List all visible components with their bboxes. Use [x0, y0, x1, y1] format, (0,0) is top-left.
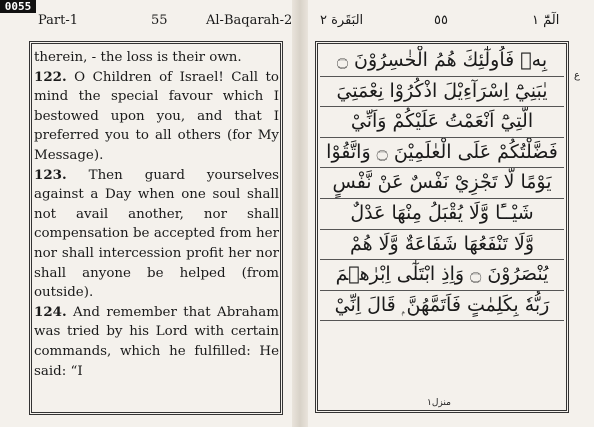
translation-paragraph — [34, 48, 279, 68]
verse-number: 124. — [34, 303, 67, 320]
translation-paragraph — [34, 303, 279, 381]
arabic-line: بِهٖ فَاُولٰٓئِكَ هُمُ الْخٰسِرُوْنَ ۝ — [320, 46, 564, 77]
left-header-part: Part-1 — [38, 13, 79, 28]
verse-text: Then guard yourselves against a Day when one soul shall not avail another, nor shall compensation be accepted from her nor shall intercession profit her nor shall anyone be helped (from outside). — [34, 167, 279, 301]
verse-text: O Children of Israel! Call to mind the special favour which I bestowed upon you, and that I preferred you to all others (for My Message). — [34, 69, 279, 163]
right-header-surah: البَقَرة ٢ — [320, 13, 364, 28]
arabic-line: شَيْــًٔا وَّلَا يُقْبَلُ مِنْهَا عَدْلٌ — [320, 199, 564, 230]
translation-text — [34, 48, 279, 381]
arabic-line: يُنْصَرُوْنَ ۝ وَاِذِ ابْتَلٰٓى اِبْرٰهٖمَ — [320, 260, 564, 291]
verse-number: 122. — [34, 68, 67, 85]
verse-text: therein, - the loss is their own. — [34, 50, 242, 65]
arabic-text — [320, 46, 564, 351]
right-header-part: الٓمّٓ ١ — [532, 13, 560, 28]
arabic-line: يٰبَنِيْٓ اِسْرَآءِيْلَ اذْكُرُوْا نِعْمَتِيَ — [320, 77, 564, 108]
translation-paragraph — [34, 166, 279, 303]
book-gutter — [292, 0, 308, 427]
verse-text: And remember that Abraham was tried by his Lord with certain commands, which he fulfilled: He said: “I — [34, 304, 279, 379]
arabic-line: يَوْمًا لَّا تَجْزِيْ نَفْسٌ عَنْ نَّفْسٍ — [320, 168, 564, 199]
left-header-page: 55 — [151, 13, 168, 28]
right-header-page: ٥٥ — [434, 13, 448, 28]
arabic-line: وَّلَا تَنْفَعُهَا شَفَاعَةٌ وَّلَا هُمْ — [320, 230, 564, 261]
translation-paragraph — [34, 68, 279, 166]
verse-number: 123. — [34, 166, 67, 183]
arabic-line: فَضَّلْتُكُمْ عَلَى الْعٰلَمِيْنَ ۝ وَاتَّقُوْا — [320, 138, 564, 169]
arabic-line: الَّتِيْٓ اَنْعَمْتُ عَلَيْكُمْ وَاَنِّيْ — [320, 107, 564, 138]
left-header-surah: Al-Baqarah-2 — [206, 13, 293, 28]
arabic-line: رَبُّهٗ بِكَلِمٰتٍ فَاَتَمَّهُنَّ ۭ قَالَ اِنِّيْ — [320, 291, 564, 322]
arabic-line — [320, 321, 564, 351]
ruku-margin-note: ع — [574, 70, 580, 81]
manzil-footer: منزل١ — [427, 398, 451, 408]
page-code: 0055 — [0, 0, 36, 13]
